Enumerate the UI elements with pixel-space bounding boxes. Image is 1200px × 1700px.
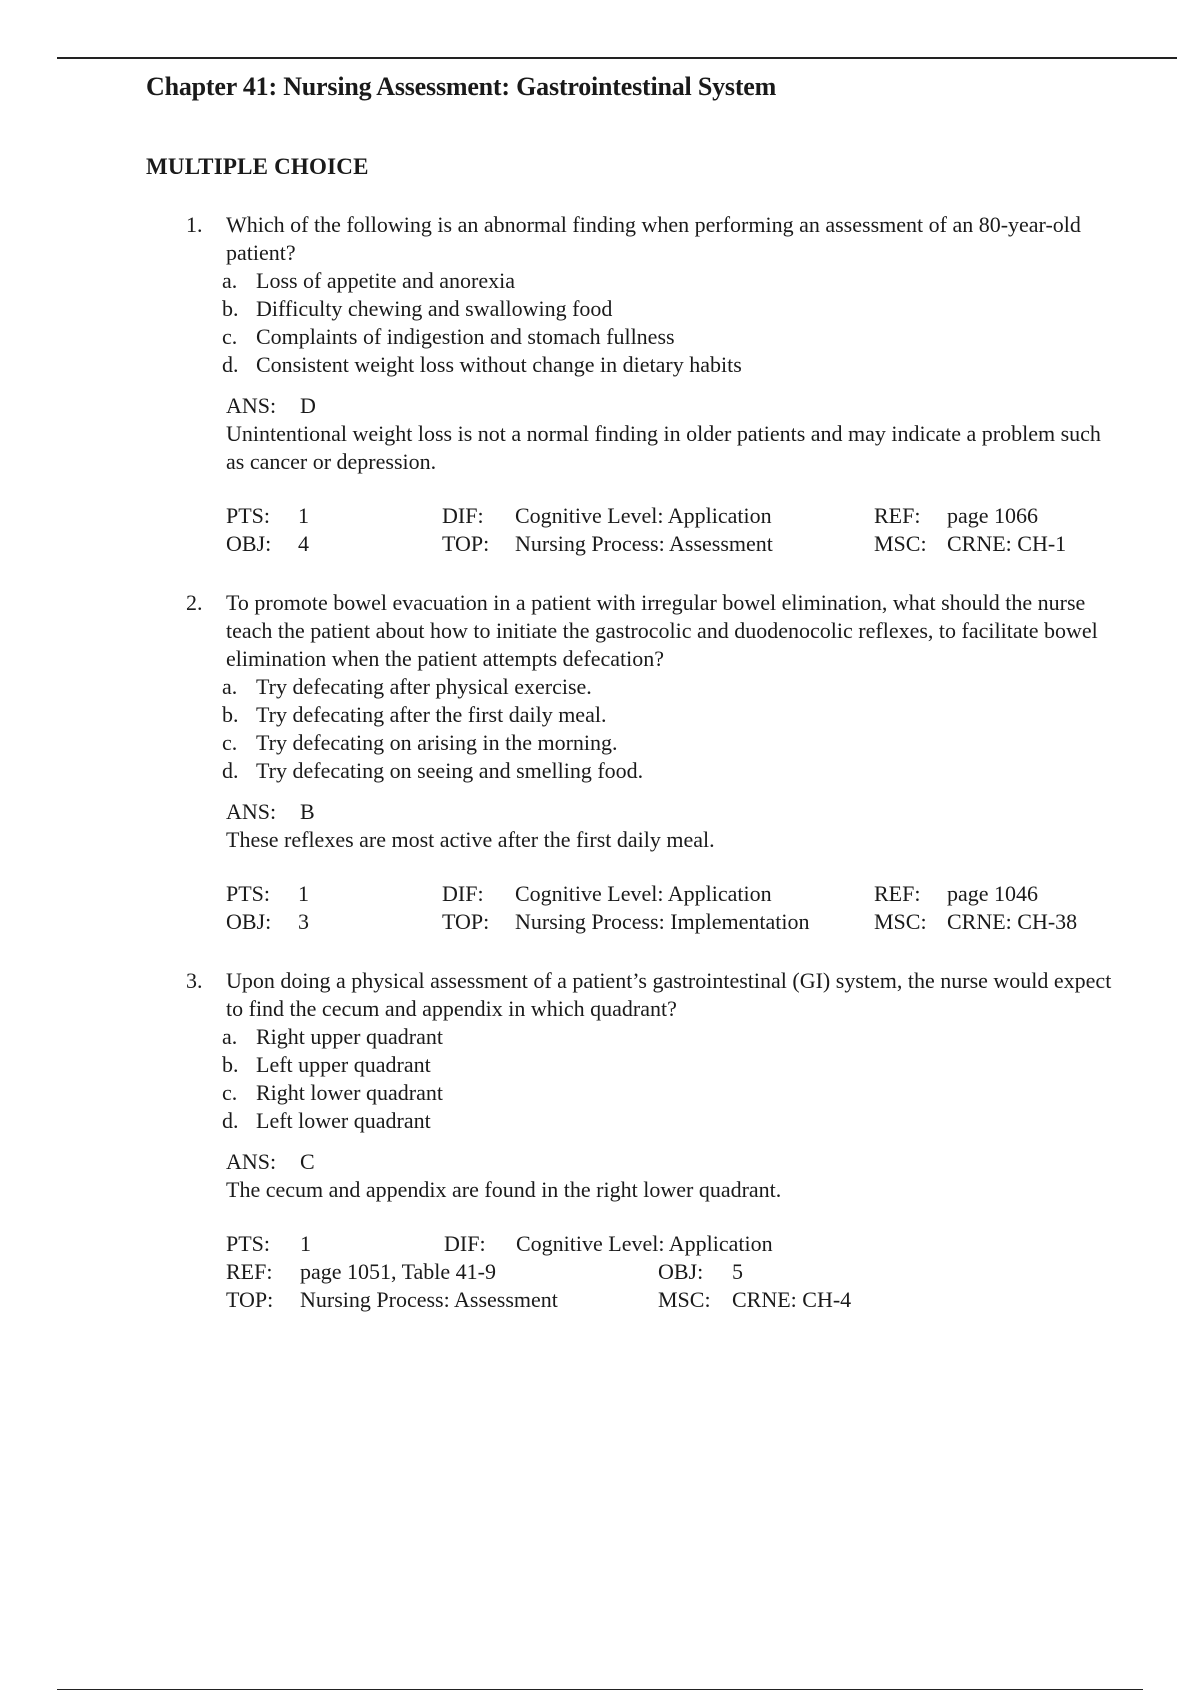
msc-value: CRNE: CH-1: [947, 531, 1067, 556]
option-c: c. Complaints of indigestion and stomach fullness: [222, 324, 675, 349]
dif-value: Cognitive Level: Application: [516, 1231, 773, 1256]
question-text: Which of the following is an abnormal finding when performing an assessment of an 80-year-old patient?: [226, 212, 1081, 265]
question-number: 1.: [186, 212, 203, 237]
ref-label: REF:: [874, 503, 921, 528]
pts-value: 1: [298, 503, 309, 528]
pts-value: 1: [298, 881, 309, 906]
answer-value: B: [300, 799, 315, 824]
question-metadata: [226, 502, 1116, 558]
answer-block: [226, 392, 1116, 476]
option-a: a. Try defecating after physical exercise.: [222, 674, 592, 699]
options-list: [186, 1023, 1116, 1135]
option-b: b. Difficulty chewing and swallowing food: [222, 296, 613, 321]
dif-label: DIF:: [442, 881, 484, 906]
msc-label: MSC:: [874, 531, 927, 556]
top-rule: [57, 57, 1177, 59]
options-list: [186, 267, 1116, 379]
chapter-title: Chapter 41: Nursing Assessment: Gastrointestinal System: [146, 72, 777, 101]
question-3: [186, 967, 1116, 1314]
dif-value: Cognitive Level: Application: [515, 503, 772, 528]
obj-label: OBJ:: [226, 531, 272, 556]
answer-block: [226, 798, 1116, 854]
option-a: a. Loss of appetite and anorexia: [222, 268, 516, 293]
answer-value: D: [300, 393, 316, 418]
ref-value: page 1046: [947, 881, 1039, 906]
option-d: d. Consistent weight loss without change in dietary habits: [222, 352, 742, 377]
top-label: TOP:: [442, 531, 490, 556]
option-c: c. Try defecating on arising in the morning.: [222, 730, 618, 755]
question-2: [186, 589, 1116, 936]
pts-label: PTS:: [226, 1231, 271, 1256]
question-stem: [186, 589, 1116, 673]
pts-label: PTS:: [226, 881, 271, 906]
answer-label: ANS:: [226, 1149, 277, 1174]
obj-value: 5: [732, 1259, 743, 1284]
option-c: c. Right lower quadrant: [222, 1080, 443, 1105]
rationale: Unintentional weight loss is not a normal finding in older patients and may indicate a problem such as cancer or depression.: [226, 421, 1101, 474]
answer-line: [226, 392, 1116, 420]
top-value: Nursing Process: Assessment: [515, 531, 773, 556]
msc-label: MSC:: [658, 1287, 711, 1312]
answer-line: [226, 798, 1116, 826]
question-metadata: [226, 880, 1116, 936]
question-metadata-rows: [226, 1258, 1116, 1314]
obj-label: OBJ:: [658, 1259, 704, 1284]
section-heading: MULTIPLE CHOICE: [146, 154, 369, 179]
dif-value: Cognitive Level: Application: [515, 881, 772, 906]
dif-label: DIF:: [442, 503, 484, 528]
ref-label: REF:: [874, 881, 921, 906]
option-a: a. Right upper quadrant: [222, 1024, 443, 1049]
msc-value: CRNE: CH-38: [947, 909, 1078, 934]
option-b: b. Left upper quadrant: [222, 1052, 431, 1077]
question-text: To promote bowel evacuation in a patient with irregular bowel elimination, what should the nurse teach the patient about how to initiate the gastrocolic and duodenocolic reflexes, to facilitate bowel elimination when the patient attempts defecation?: [226, 590, 1098, 671]
option-d: d. Left lower quadrant: [222, 1108, 431, 1133]
question-text: Upon doing a physical assessment of a patient’s gastrointestinal (GI) system, the nurse would expect to find the cecum and appendix in which quadrant?: [226, 968, 1112, 1021]
msc-value: CRNE: CH-4: [732, 1287, 852, 1312]
pts-label: PTS:: [226, 503, 271, 528]
top-value: Nursing Process: Assessment: [300, 1287, 558, 1312]
question-metadata: [226, 1230, 1116, 1258]
question-number: 2.: [186, 590, 203, 615]
ref-label: REF:: [226, 1259, 273, 1284]
answer-value: C: [300, 1149, 315, 1174]
rationale: These reflexes are most active after the first daily meal.: [226, 827, 715, 852]
top-label: TOP:: [442, 909, 490, 934]
option-b: b. Try defecating after the first daily meal.: [222, 702, 607, 727]
answer-block: [226, 1148, 1116, 1204]
answer-label: ANS:: [226, 393, 277, 418]
question-stem: [186, 211, 1116, 267]
ref-value: page 1066: [947, 503, 1039, 528]
obj-label: OBJ:: [226, 909, 272, 934]
ref-value: page 1051, Table 41-9: [300, 1259, 497, 1284]
msc-label: MSC:: [874, 909, 927, 934]
options-list: [186, 673, 1116, 785]
pts-value: 1: [300, 1231, 311, 1256]
bottom-rule: [57, 1689, 1143, 1690]
rationale: The cecum and appendix are found in the right lower quadrant.: [226, 1177, 782, 1202]
answer-label: ANS:: [226, 799, 277, 824]
obj-value: 4: [298, 531, 309, 556]
obj-value: 3: [298, 909, 309, 934]
question-stem: [186, 967, 1116, 1023]
answer-line: [226, 1148, 1116, 1176]
question-1: [186, 211, 1116, 558]
option-d: d. Try defecating on seeing and smelling food.: [222, 758, 644, 783]
dif-label: DIF:: [444, 1231, 486, 1256]
top-value: Nursing Process: Implementation: [515, 909, 810, 934]
question-number: 3.: [186, 968, 203, 993]
top-label: TOP:: [226, 1287, 274, 1312]
